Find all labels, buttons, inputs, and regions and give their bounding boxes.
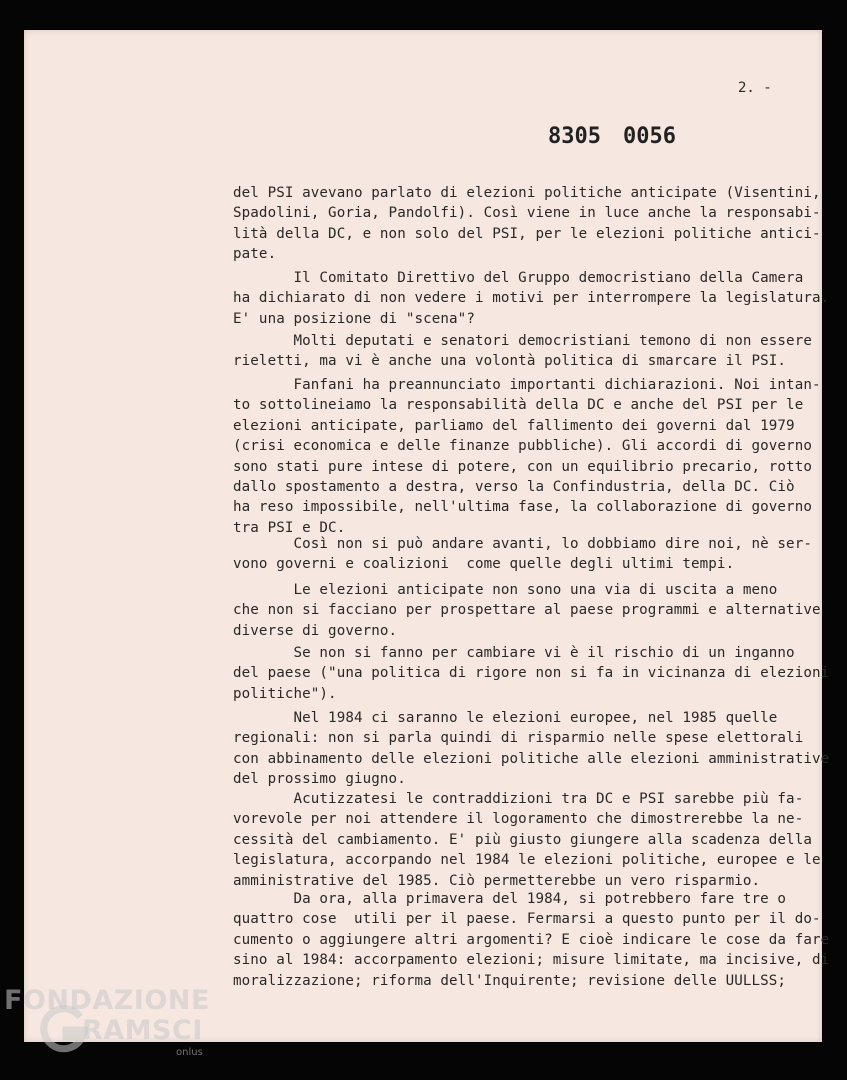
document-code-part-2: 0056 (622, 124, 676, 149)
paragraph-6: Le elezioni anticipate non sono una via di uscita a meno che non si facciano per prospettare al paese programmi e alternative diverse di governo. (233, 582, 821, 639)
paragraph-1: del PSI avevano parlato di elezioni politiche anticipate (Visentini, Spadolini, Goria, Pandolfi). Così viene in luce anche la responsabi- lità della DC, e non solo del PSI, per le elezioni politiche antici- pate. (233, 185, 821, 263)
watermark-line-1: FONDAZIONE (4, 985, 210, 1016)
watermark-line-3: onlus (176, 1047, 203, 1058)
paragraph-8: Nel 1984 ci saranno le elezioni europee, nel 1985 quelle regionali: non si parla quindi di risparmio nelle spese elettorali con abbinamento delle elezioni politiche alle elezioni amministrative del prossimo giugno. (233, 710, 830, 788)
fondazione-gramsci-watermark (4, 985, 224, 1065)
paragraph-5: Così non si può andare avanti, lo dobbiamo dire noi, nè vono governi e coalizioni come quelle degli ultimi tempi. (233, 536, 769, 573)
document-code (548, 124, 676, 149)
paragraph-9: Acutizzatesi le contraddizioni tra DC e PSI sarebbe più fa- vorevole per noi attendere il logoramento che dimostrerebbe la ne- cessità del cambiamento. E' più giusto giungere alla scadenza della legislatura, accorpando nel 1984 le elezioni politiche, europee e amministrative del 1985. Ciò permetterebbe un vero risparmio. (233, 791, 812, 889)
paragraph-2: Il Comitato Direttivo del Gruppo democristiano della Camera ha dichiarato di non vedere i motivi per interrompere la legislatura. E' una posizione di "scena"? (233, 270, 830, 327)
paragraph-7: Se non si fanno per cambiare vi è il rischio di un inganno del paese ("una politica di rigore non si fa in vicinanza di politiche"). (233, 645, 795, 702)
page-number: 2. - (738, 80, 772, 96)
watermark-line-2: RAMSCI (82, 1015, 203, 1046)
paragraph-10: Da ora, alla primavera del 1984, si potrebbero fare tre o quattro cose utili per il paese. Fermarsi a questo punto per il cumento o aggiungere altri argomenti? E cioè indicare le cose da sino al 1984: accorpamento elezioni; misure limitate, ma incisive, moralizzazione; riforma dell'Inquirente; revisione delle UULLSS; (233, 891, 804, 989)
paragraph-4: Fanfani ha preannunciato importanti dichiarazioni. Noi to sottolineiamo la responsabilità della DC e anche del PSI per elezioni anticipate, parliamo del fallimento dei governi dal 1979 (crisi economica e delle finanze pubbliche). Gli accordi di governo sono stati pure intese di potere, con un equilibrio precario, rotto dallo spostamento a destra, verso la Confindustria, della DC. Ciò ha reso impossibile, nell'ultima fase, la collaborazione di governo tra PSI e DC. (233, 377, 812, 536)
document-code-part-1: 8305 (548, 124, 601, 149)
paragraph-3: Molti deputati e senatori democristiani temono di non essere rieletti, ma vi è anche una volontà politica di smarcare il PSI. (233, 333, 812, 370)
